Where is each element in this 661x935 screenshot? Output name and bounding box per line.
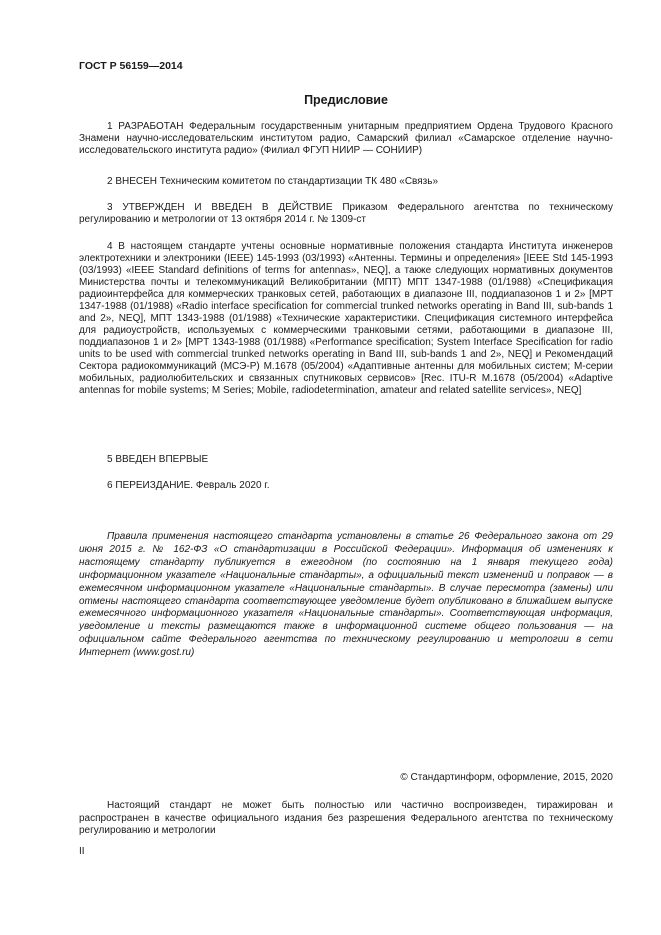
- paragraph-3: 3 УТВЕРЖДЕН И ВВЕДЕН В ДЕЙСТВИЕ Приказом Федерального агентства по техническому регулированию и метрологии от 13 октября 2014 г. № 1309-ст: [79, 202, 613, 225]
- paragraph-6: 6 ПЕРЕИЗДАНИЕ. Февраль 2020 г.: [107, 480, 270, 491]
- paragraph-1: 1 РАЗРАБОТАН Федеральным государственным унитарным предприятием Ордена Трудового Красного Знамени научно-исследовательским институтом радио, Самарский филиал «Самарское отделение научно-исследовательского института радио» (Филиал ФГУП НИИР — СОНИИР): [79, 121, 613, 156]
- standards-notice: Правила применения настоящего стандарта установлены в статье 26 Федерального закона от 29 июня 2015 г. № 162-ФЗ «О стандартизации в Российской Федерации». Информация об изменениях к настоящему стандарту публикуется в ежегодном (по состоянию на 1 января текущего года) информационном указателе «Национальные стандарты», а официальный текст изменений и поправок — в ежемесячном информационном указателе «Национальные стандарты». В случае пересмотра (замены) или отмены настоящего стандарта соответствующее уведомление будет опубликовано в ближайшем выпуске ежемесячного информационного указателя «Национальные стандарты». Соответствующая информация, уведомление и тексты размещаются также в информационной системе общего пользования — на официальном сайте Федерального агентства по техническому регулированию и метрологии в сети Интернет (www.gost.ru): [79, 531, 613, 659]
- paragraph-5: 5 ВВЕДЕН ВПЕРВЫЕ: [107, 454, 209, 465]
- reproduction-notice: Настоящий стандарт не может быть полностью или частично воспроизведен, тиражирован и распространен в качестве официального издания без разрешения Федерального агентства по техническому регулированию и метрологии: [79, 800, 613, 836]
- copyright-line: © Стандартинформ, оформление, 2015, 2020: [400, 772, 613, 783]
- paragraph-4: 4 В настоящем стандарте учтены основные нормативные положения стандарта Института инженеров электротехники и электроники (IEEE) 145-1993 (03/1993) «Антенны. Термины и определения» [IEEE Std 145-1993 (03/1993) «IEEE Standard definitions of terms for antennas», NEQ], а также следующих нормативных документов Министерства почты и телекоммуникаций Великобритании (МПТ) МПТ 1347-1988 (01/1988) «Спецификация радиоинтерфейса для коммерческих транковых сетей, работающих в диапазоне III, поддиапазонов 1 и 2» [MPT 1347-1988 (01/1988) «Radio interface specification for commercial trunked networks operating in Band III, sub-bands 1 and 2», NEQ], МПТ 1343-1988 (01/1988) «Технические характеристики. Спецификация системного интерфейса для радиоустройств, используемых с коммерческими транковыми сетями, работающими в диапазоне III, поддиапазонов 1 и 2» [MPT 1343-1988 (01/1988) «Performance specification; System Interface Specification for radio units to be used with commercial trunked networks operating in Band III, sub-bands 1 and 2», NEQ] и Рекомендаций Сектора радиокоммуникаций (МСЭ-Р) M.1678 (05/2004) «Адаптивные антенны для мобильных систем; M-серии мобильных, радиолюбительских и связанных спутниковых сервисов» [Rec. ITU-R M.1678 (05/2004) «Adaptive antennas for mobile systems; M Series; Mobile, radiodetermination, amateur and related satellite services», NEQ]: [79, 241, 613, 396]
- page-title: Предисловие: [304, 93, 388, 107]
- paragraph-2: 2 ВНЕСЕН Техническим комитетом по стандартизации ТК 480 «Связь»: [107, 176, 439, 187]
- document-header: ГОСТ Р 56159—2014: [79, 60, 183, 72]
- page-number: II: [79, 846, 85, 857]
